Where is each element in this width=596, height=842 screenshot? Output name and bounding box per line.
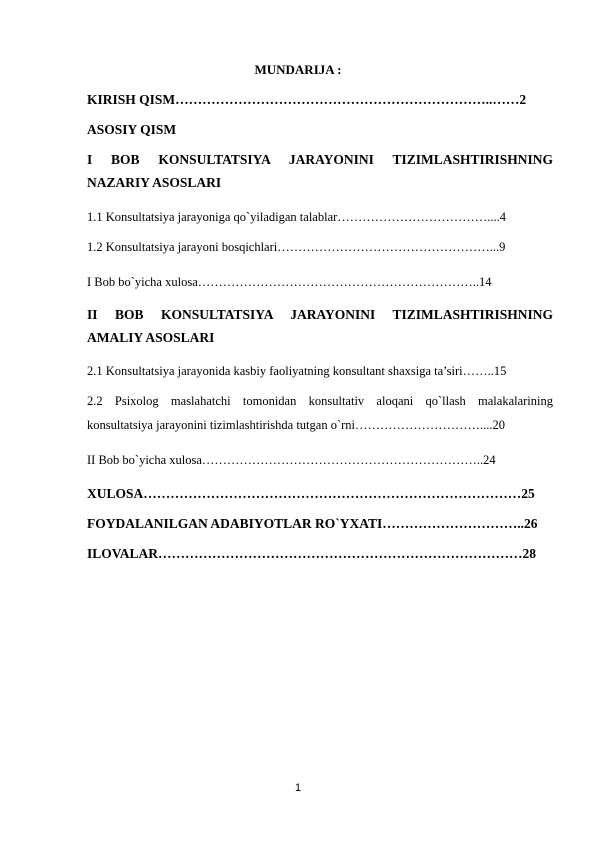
toc-heading-asosiy-qism: ASOSIY QISM — [87, 122, 177, 137]
toc-chapter-2-line-2: AMALIY ASOSLARI — [87, 330, 215, 345]
toc-entry-2-2-line-2: konsultatsiya jarayonini tizimlashtirishda tutgan o`rni…………………………....20 — [87, 418, 506, 432]
toc-chapter-2-line-1: II BOB KONSULTATSIYA JARAYONINI TIZIMLASHTIRISHNING — [87, 307, 553, 322]
toc-entry-kirish: KIRISH QISM……………………………………………………………..……2 — [87, 92, 527, 107]
toc-entry-1-1: 1.1 Konsultatsiya jarayoniga qo`yiladigan talablar………………………………....4 — [87, 210, 507, 224]
page-number: 1 — [294, 782, 302, 794]
toc-entry-ilovalar: ILOVALAR………………………………………………………………………28 — [87, 546, 537, 561]
toc-chapter-1-line-2: NAZARIY ASOSLARI — [87, 175, 222, 190]
toc-entry-2-1: 2.1 Konsultatsiya jarayonida kasbiy faoliyatning konsultant shaxsiga ta’siri……..15 — [87, 364, 507, 378]
page-title: MUNDARIJA : — [254, 62, 342, 77]
toc-entry-chapter-2-conclusion: II Bob bo`yicha xulosa…………………………………………………………..24 — [87, 453, 496, 467]
toc-chapter-1-line-1: I BOB KONSULTATSIYA JARAYONINI TIZIMLASHTIRISHNING — [87, 152, 553, 167]
toc-entry-1-2: 1.2 Konsultatsiya jarayoni bosqichlari……………………………………………...9 — [87, 240, 506, 254]
toc-entry-bibliography: FOYDALANILGAN ADABIYOTLAR RO`YXATI…………………………..26 — [87, 516, 538, 531]
toc-entry-xulosa: XULOSA…………………………………………………………………………25 — [87, 486, 535, 501]
toc-entry-chapter-1-conclusion: I Bob bo`yicha xulosa…………………………………………………………..14 — [87, 275, 492, 289]
toc-entry-2-2-line-1: 2.2 Psixolog maslahatchi tomonidan konsultativ aloqani qo`llash malakalarining — [87, 394, 553, 408]
